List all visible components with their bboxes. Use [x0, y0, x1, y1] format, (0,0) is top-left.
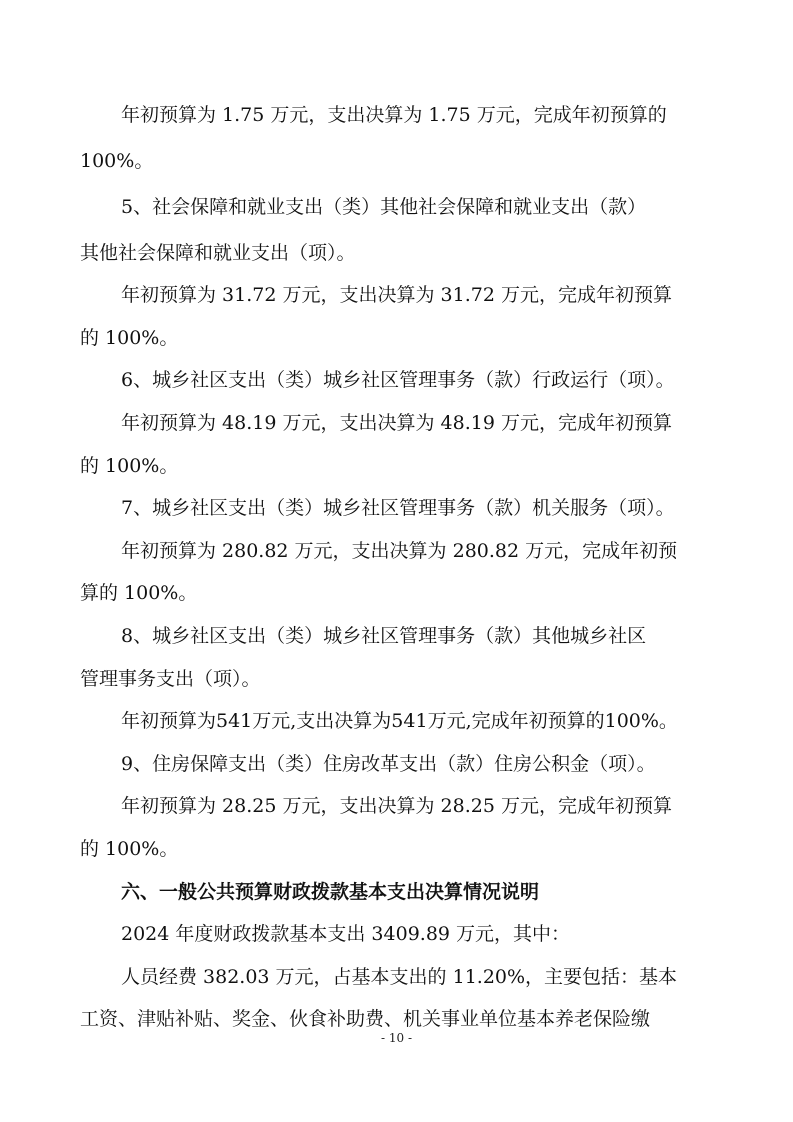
text-line: 5、社会保障和就业支出（类）其他社会保障和就业支出（款） — [121, 196, 647, 218]
text-line: 的 100%。 — [80, 838, 179, 860]
text-line: 其他社会保障和就业支出（项）。 — [80, 242, 356, 264]
text-line: 7、城乡社区支出（类）城乡社区管理事务（款）机关服务（项）。 — [121, 497, 675, 519]
text-line: 8、城乡社区支出（类）城乡社区管理事务（款）其他城乡社区 — [121, 625, 647, 647]
text-line: 算的 100%。 — [80, 582, 198, 604]
text-line: 年初预算为 31.72 万元，支出决算为 31.72 万元，完成年初预算 — [121, 284, 672, 306]
text-line: 的 100%。 — [80, 455, 179, 477]
text-line: 年初预算为541万元,支出决算为541万元,完成年初预算的100%。 — [121, 710, 678, 732]
text-line: 年初预算为 280.82 万元，支出决算为 280.82 万元，完成年初预 — [121, 540, 678, 562]
text-line: 管理事务支出（项）。 — [80, 668, 261, 690]
text-line: 的 100%。 — [80, 327, 179, 349]
section-heading: 六、一般公共预算财政拨款基本支出决算情况说明 — [121, 881, 540, 903]
text-line: 2024 年度财政拨款基本支出 3409.89 万元，其中： — [121, 923, 571, 945]
text-line: 年初预算为 1.75 万元，支出决算为 1.75 万元，完成年初预算的 — [121, 104, 667, 126]
text-line: 年初预算为 48.19 万元，支出决算为 48.19 万元，完成年初预算 — [121, 412, 672, 434]
text-line: 100%。 — [80, 150, 154, 172]
text-line: 9、住房保障支出（类）住房改革支出（款）住房公积金（项）。 — [121, 753, 656, 775]
text-line: 年初预算为 28.25 万元，支出决算为 28.25 万元，完成年初预算 — [121, 795, 672, 817]
text-line: 6、城乡社区支出（类）城乡社区管理事务（款）行政运行（项）。 — [121, 369, 675, 391]
page-number: - 10 - — [380, 1031, 412, 1045]
text-line: 人员经费 382.03 万元，占基本支出的 11.20%，主要包括：基本 — [121, 966, 678, 988]
text-line: 工资、津贴补贴、奖金、伙食补助费、机关事业单位基本养老保险缴 — [80, 1008, 651, 1030]
